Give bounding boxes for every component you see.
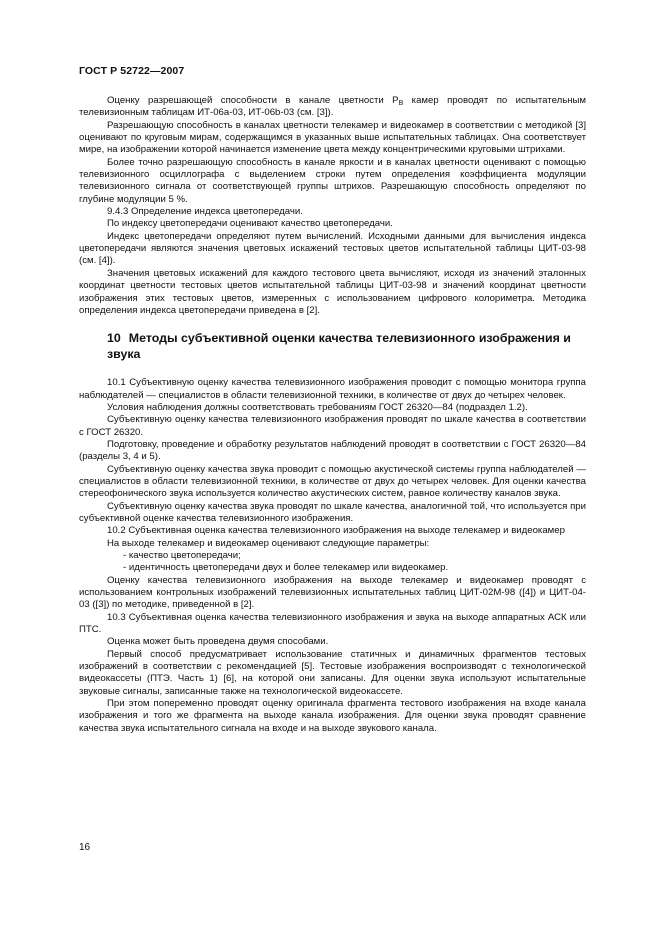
subsection-title-9-4-3: 9.4.3 Определение индекса цветопередачи. — [107, 206, 303, 218]
list-item: - идентичность цветопередачи двух и более телекамер или видеокамер. — [123, 562, 449, 574]
paragraph: Субъективную оценку качества звука проводят по шкале качества, аналогичной той, что используется при субъективной оценке качества телевизионного изображения. — [79, 500, 586, 524]
paragraph: На выходе телекамер и видеокамер оценивают следующие параметры: — [107, 537, 430, 549]
paragraph: Более точно разрешающую способность в канале яркости и в каналах цветности оценивают с помощью телевизионного осциллографа с выделением строки путем определения коэффициента модуляции телевизионного сигнала от соответствующей группы штрихов. Разрешающую способность определяют по глубине модуляции 5 %. — [79, 156, 586, 205]
paragraph: Условия наблюдения должны соответствовать требованиям ГОСТ 26320—84 (подраздел 1.2). — [107, 401, 528, 413]
paragraph-chroma-resolution: Оценку разрешающей способности в канале цветности $P_B$ камер проводят по испытательным телевизионным таблицам ИТ-06а-03, ИТ-06b-03 (см. [3]). — [79, 95, 586, 119]
paragraph: Значения цветовых искажений для каждого тестового цвета вычисляют, исходя из значений эталонных координат цветности тестовых цветов испытательной таблицы ЦИТ-03-98 и значений координат цветности изображения этих тестовых цветов, измеренных с использованием цифрового колориметра. Методика определения индекса цветопередачи приведена в [2]. — [79, 267, 586, 316]
paragraph: Индекс цветопередачи определяют путем вычислений. Исходными данными для вычисления индекса цветопередачи являются значения цветовых искажений тестовых цветов испытательной таблицы ЦИТ-03-98 (см. [4]). — [79, 230, 586, 267]
document-body — [79, 95, 586, 735]
document-header: ГОСТ Р 52722—2007 — [79, 65, 185, 77]
paragraph: По индексу цветопередачи оценивают качество цветопередачи. — [107, 218, 393, 230]
page-number: 16 — [79, 842, 91, 853]
paragraph: 10.1 Субъективную оценку качества телевизионного изображения проводит с помощью монитора группа наблюдателей — специалистов в области телевизионной техники, в количестве от двух до четырех человек. — [79, 377, 586, 401]
paragraph: Разрешающую способность в каналах цветности телекамер и видеокамер в соответствии с методикой [3] оценивают по круговым мирам, содержащимся в указанных выше испытательных таблицах. Она соответствует мире, на изображении которой начинается изменение цвета между концентрическими круговыми штрихами. — [79, 119, 586, 156]
paragraph: Оценка может быть проведена двумя способами. — [107, 636, 329, 648]
paragraph: Субъективную оценку качества звука проводит с помощью акустической системы группа наблюдателей — специалистов в области телевизионной техники, в количестве от двух до четырех человек. Для оценки качества стереофонического звука используется количество акустических систем, равное количеству каналов звука. — [79, 463, 586, 500]
paragraph: При этом попеременно проводят оценку оригинала фрагмента тестового изображения на входе канала изображения и того же фрагмента на выходе канала изображения. Для оценки звука проводят сравнение качества звука испытательного сигнала на входе и на выходе звукового канала. — [79, 698, 586, 734]
paragraph: Подготовку, проведение и обработку результатов наблюдений проводят в соответствии с ГОСТ 26320—84 (разделы 3, 4 и 5). — [79, 438, 586, 463]
paragraph: Первый способ предусматривает использование статичных и динамичных фрагментов тестовых изображений в соответствии с рекомендацией [5]. Тестовые изображения воспроизводят с технологической видеокассеты (ПТЭ. Часть 1) [6], на которой они записаны. Для оценки звука используют испытательные звуковые сигналы, записанные также на технологической видеокассете. — [79, 648, 586, 697]
subsection-title-10-3: 10.3 Субъективная оценка качества телевизионного изображения и звука на выходе аппаратных АСК или ПТС. — [79, 611, 586, 636]
list-item: - качество цветопередачи; — [123, 550, 241, 561]
section-heading-10: 10 Методы субъективной оценки качества телевизионного изображения и звука — [107, 331, 571, 361]
subsection-title-10-2: 10.2 Субъективная оценка качества телевизионного изображения на выходе телекамер и видеокамер — [107, 525, 565, 537]
paragraph: Оценку качества телевизионного изображения на выходе телекамер и видеокамер проводят с использованием контрольных изображений телевизионных испытательных таблиц ЦИТ-02М-98 ([4]) и ЦИТ-04-03 ([3]) по методике, приведенной в [2]. — [79, 574, 586, 611]
paragraph: Субъективную оценку качества телевизионного изображения проводят по шкале качества в соответствии с ГОСТ 26320. — [79, 414, 586, 438]
